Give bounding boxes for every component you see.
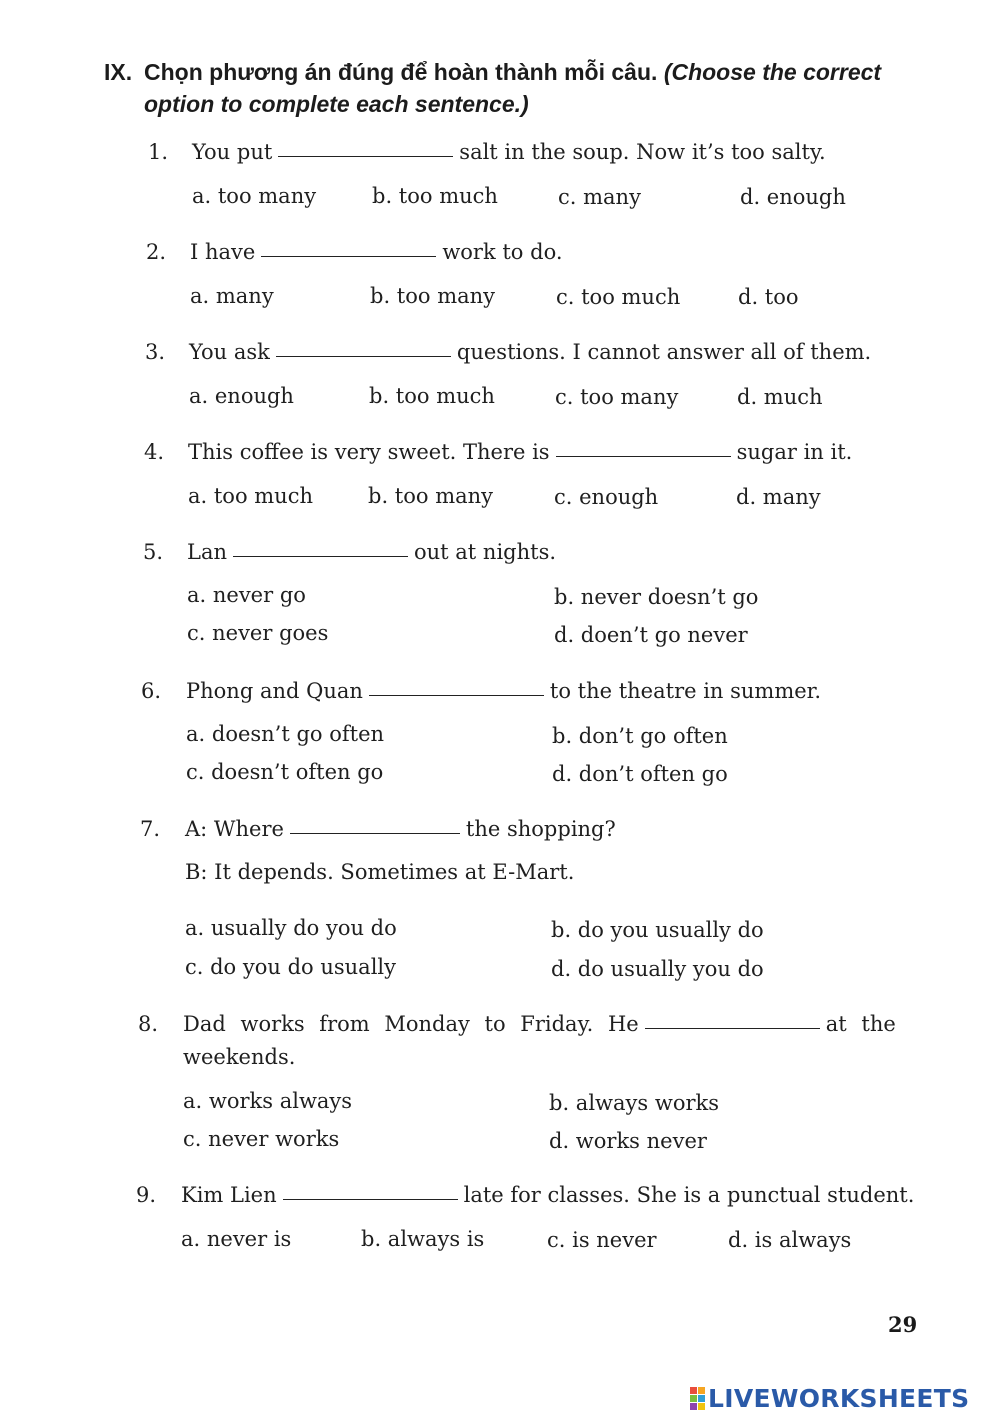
q6-option-d[interactable]: d. don’t often go — [552, 762, 728, 786]
q3-option-b[interactable]: b. too much — [369, 384, 495, 408]
logo-square — [698, 1395, 705, 1402]
logo-square — [698, 1387, 705, 1394]
q1-option-b[interactable]: b. too much — [372, 184, 498, 208]
q1-option-a[interactable]: a. too many — [192, 184, 317, 208]
q5-option-b[interactable]: b. never doesn’t go — [554, 585, 759, 609]
question-9-stem: Kim Lien late for classes. She is a punctual student. — [181, 1183, 915, 1207]
logo-square — [690, 1403, 697, 1410]
question-8-continued: weekends. — [183, 1045, 296, 1069]
q3-option-d[interactable]: d. much — [737, 385, 823, 409]
logo-square — [698, 1403, 705, 1410]
question-7-reply: B: It depends. Sometimes at E-Mart. — [185, 860, 575, 884]
answer-blank-2[interactable] — [261, 255, 436, 257]
page-number: 29 — [888, 1312, 918, 1337]
q9-option-a[interactable]: a. never is — [181, 1227, 292, 1251]
logo-text: LIVEWORKSHEETS — [708, 1383, 970, 1413]
q7-option-c[interactable]: c. do you do usually — [185, 955, 396, 979]
question-5-stem: Lan out at nights. — [187, 540, 557, 564]
q7-option-a[interactable]: a. usually do you do — [185, 916, 397, 940]
q1-option-d[interactable]: d. enough — [740, 185, 846, 209]
answer-blank-7[interactable] — [290, 832, 460, 834]
q9-option-b[interactable]: b. always is — [361, 1227, 485, 1251]
answer-blank-1[interactable] — [278, 155, 453, 157]
q2-option-d[interactable]: d. too — [738, 285, 799, 309]
answer-blank-3[interactable] — [276, 355, 451, 357]
q2-option-b[interactable]: b. too many — [370, 284, 496, 308]
q7-option-b[interactable]: b. do you usually do — [551, 918, 764, 942]
question-7-stem: A: Where the shopping? — [185, 817, 616, 841]
liveworksheets-logo — [690, 1384, 969, 1412]
question-1-number: 1. — [148, 140, 169, 164]
question-2-stem: I have work to do. — [190, 240, 563, 264]
q8-option-c[interactable]: c. never works — [183, 1127, 340, 1151]
question-6-stem: Phong and Quan to the theatre in summer. — [186, 679, 822, 703]
question-8-number: 8. — [138, 1012, 159, 1036]
answer-blank-5[interactable] — [233, 555, 408, 557]
q9-option-d[interactable]: d. is always — [728, 1228, 852, 1252]
q2-option-c[interactable]: c. too much — [556, 285, 681, 309]
q2-option-a[interactable]: a. many — [190, 284, 274, 308]
q7-option-d[interactable]: d. do usually you do — [551, 957, 764, 981]
logo-square — [690, 1395, 697, 1402]
question-2-number: 2. — [146, 240, 167, 264]
instruction-vi: Chọn phương án đúng để hoàn thành mỗi câu. — [144, 59, 658, 85]
q8-option-a[interactable]: a. works always — [183, 1089, 353, 1113]
question-5-number: 5. — [143, 540, 164, 564]
question-4-stem: This coffee is very sweet. There is sugar in it. — [188, 440, 853, 464]
q3-option-a[interactable]: a. enough — [189, 384, 294, 408]
q4-option-b[interactable]: b. too many — [368, 484, 494, 508]
q4-option-a[interactable]: a. too much — [188, 484, 313, 508]
question-8-stem: Dad works from Monday to Friday. He at the — [183, 1012, 896, 1036]
exercise-heading — [104, 56, 954, 120]
answer-blank-8[interactable] — [645, 1027, 820, 1029]
q6-option-c[interactable]: c. doesn’t often go — [186, 760, 384, 784]
q9-option-c[interactable]: c. is never — [547, 1228, 657, 1252]
answer-blank-9[interactable] — [283, 1198, 458, 1200]
q5-option-c[interactable]: c. never goes — [187, 621, 329, 645]
q5-option-a[interactable]: a. never go — [187, 583, 306, 607]
question-3-stem: You ask questions. I cannot answer all of them. — [189, 340, 872, 364]
q4-option-c[interactable]: c. enough — [554, 485, 659, 509]
answer-blank-6[interactable] — [369, 694, 544, 696]
exercise-number: IX. — [104, 59, 133, 85]
question-1-stem: You put salt in the soup. Now it’s too salty. — [192, 140, 826, 164]
q6-option-b[interactable]: b. don’t go often — [552, 724, 728, 748]
q8-option-d[interactable]: d. works never — [549, 1129, 707, 1153]
question-6-number: 6. — [141, 679, 162, 703]
q1-option-c[interactable]: c. many — [558, 185, 641, 209]
question-9-number: 9. — [136, 1183, 157, 1207]
logo-grid-icon — [690, 1387, 705, 1410]
q3-option-c[interactable]: c. too many — [555, 385, 679, 409]
instruction-en: (Choose the correct option to complete each sentence.) — [144, 59, 882, 117]
question-4-number: 4. — [144, 440, 165, 464]
logo-square — [690, 1387, 697, 1394]
q5-option-d[interactable]: d. doen’t go never — [554, 623, 748, 647]
q4-option-d[interactable]: d. many — [736, 485, 821, 509]
exercise-instruction — [144, 56, 954, 120]
answer-blank-4[interactable] — [556, 455, 731, 457]
q8-option-b[interactable]: b. always works — [549, 1091, 719, 1115]
q6-option-a[interactable]: a. doesn’t go often — [186, 722, 385, 746]
question-7-number: 7. — [140, 817, 161, 841]
question-3-number: 3. — [145, 340, 166, 364]
